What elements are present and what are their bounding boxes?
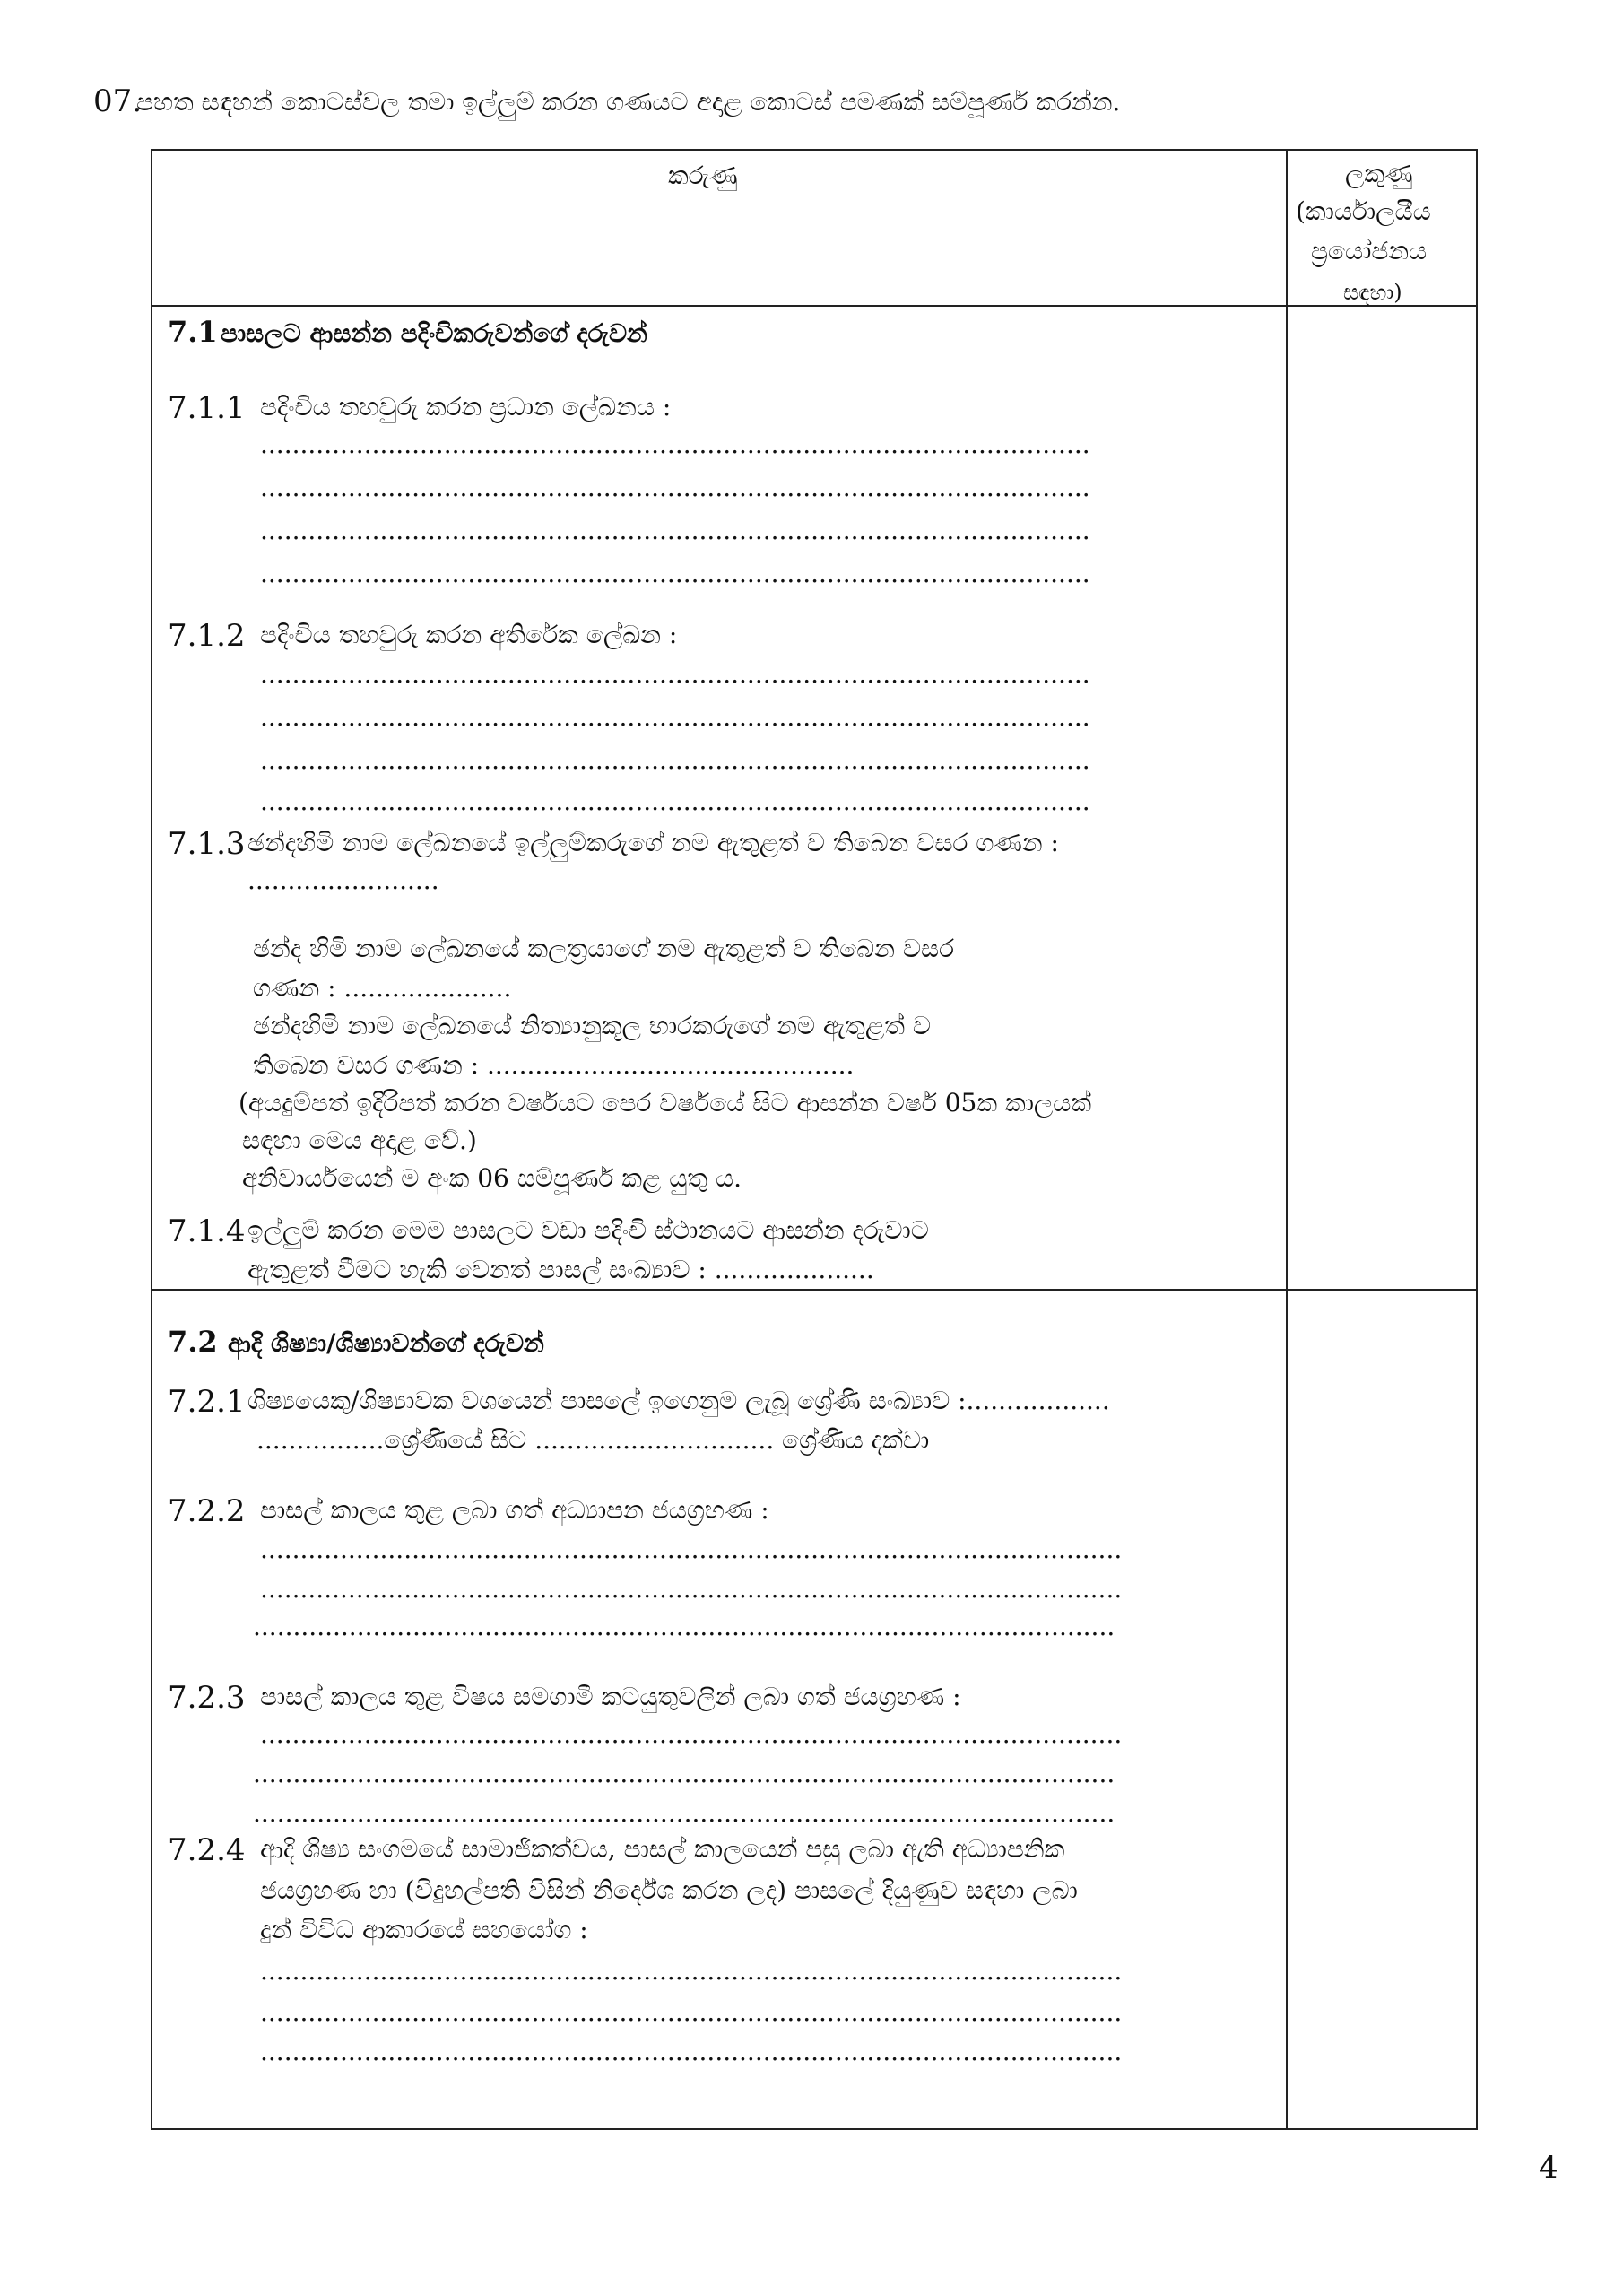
item-7-1-3-note3: අනිවාර්යයෙන් ම අංක 06 සම්පූර්ණ කළ යුතු ය. xyxy=(242,1163,742,1193)
blank-line[interactable]: ........................................................................................................ xyxy=(260,745,1090,775)
item-7-1-3-note2: සඳහා මෙය අදාළ වේ.) xyxy=(242,1126,477,1155)
item-7-1-2-number: 7.1.2 xyxy=(168,618,246,654)
header-office-use-2: ප්‍රයෝජනය xyxy=(1311,236,1428,265)
section-7-2-number: 7.2 xyxy=(168,1325,218,1359)
item-7-1-4-line1: ඉල්ලුම් කරන මෙම පාසලට වඩා පදිංචි ස්ථානයට ආසන්න දරුවාට xyxy=(247,1215,929,1245)
blank-line[interactable]: ........................................................................................................ xyxy=(260,473,1090,502)
item-7-2-3-number: 7.2.3 xyxy=(168,1680,246,1716)
item-7-1-3-line1: ඡන්දහිමි නාම ලේඛනයේ ඉල්ලුම්කරුගේ නම ඇතුළත් ව තිබෙන වසර ගණන : xyxy=(247,828,1059,857)
header-office-use-3: සඳහා) xyxy=(1343,280,1402,305)
blank-line[interactable]: ........................................................................................................ xyxy=(260,559,1090,588)
blank-line[interactable]: ............................................................................................................ xyxy=(253,1612,1115,1641)
table-border-right xyxy=(1476,149,1478,2130)
header-marks: ලකුණු xyxy=(1345,159,1413,188)
question-number: 07. xyxy=(93,83,143,119)
blank-line[interactable]: ........................................................................................................ xyxy=(260,430,1090,459)
item-7-2-1-number: 7.2.1 xyxy=(168,1384,246,1420)
blank-line[interactable]: ........................ xyxy=(247,865,439,895)
header-facts: කරුණු xyxy=(668,161,738,190)
section-divider xyxy=(151,1289,1478,1291)
header-office-use-1: (කාර්යාලයීය xyxy=(1296,196,1431,226)
blank-line[interactable]: ............................................................................................................ xyxy=(260,2037,1123,2066)
item-7-2-4-line3: දුන් විවිධ ආකාරයේ සහයෝග : xyxy=(260,1915,588,1944)
item-7-1-4-number: 7.1.4 xyxy=(168,1213,246,1249)
item-7-1-2-label: පදිංචිය තහවුරු කරන අතිරේක ලේඛන : xyxy=(260,620,678,649)
blank-line[interactable]: ............................................................................................................ xyxy=(253,1759,1115,1788)
table-border-bottom xyxy=(151,2128,1478,2130)
item-7-2-2-label: පාසල් කාලය තුළ ලබා ගත් අධ්‍යාපන ජයග්‍රහණ : xyxy=(260,1495,769,1525)
table-border-left xyxy=(151,149,152,2130)
blank-line[interactable]: ........................................................................................................ xyxy=(260,516,1090,545)
item-7-2-4-number: 7.2.4 xyxy=(168,1832,246,1868)
blank-line[interactable]: ........................................................................................................ xyxy=(260,787,1090,816)
item-7-2-2-number: 7.2.2 xyxy=(168,1493,246,1529)
item-7-1-3-number: 7.1.3 xyxy=(168,826,246,862)
item-7-1-1-number: 7.1.1 xyxy=(168,390,246,426)
blank-line[interactable]: ............................................................................................................ xyxy=(260,1956,1123,1986)
column-divider xyxy=(1286,149,1288,2130)
blank-line[interactable]: ............................................................................................................ xyxy=(260,1535,1123,1564)
item-7-2-4-line1: ආදි ශිෂ්‍ය සංගමයේ සාමාජිකත්වය, පාසල් කාලයෙන් පසු ලබා ඇති අධ්‍යාපනික xyxy=(260,1834,1065,1864)
blank-line[interactable]: ............................................................................................................ xyxy=(253,1798,1115,1828)
item-7-1-1-label: පදිංචිය තහවුරු කරන ප්‍රධාන ලේඛනය : xyxy=(260,392,672,422)
question-text: පහත සඳහන් කොටස්වල තමා ඉල්ලුම් කරන ගණයට අදාළ කොටස් පමණක් සම්පූර්ණ කරන්න. xyxy=(136,87,1121,117)
item-7-2-1-line2: ................ශ්‍රේණියේ සිට .............................. ශ්‍රේණිය දක්වා xyxy=(256,1425,930,1455)
page-number: 4 xyxy=(1539,2150,1558,2186)
blank-line[interactable]: ............................................................................................................ xyxy=(260,1574,1123,1604)
item-7-1-4-line2: ඇතුළත් වීමට හැකි වෙනත් පාසල් සංඛ්‍යාව : .................... xyxy=(247,1255,874,1284)
blank-line[interactable]: ............................................................................................................ xyxy=(260,1719,1123,1749)
item-7-2-4-line2: ජයග්‍රහණ හා (විදුහල්පති විසින් නිර්දේශ කරන ලද) පාසලේ දියුණුව සඳහා ලබා xyxy=(260,1875,1078,1905)
item-7-1-3-note1: (අයදුම්පත් ඉදිරිපත් කරන වර්ෂයට පෙර වර්ෂයේ සිට ආසන්න වර්ෂ 05ක කාලයක් xyxy=(239,1088,1092,1118)
section-7-1-title: පාසලට ආසන්න පදිංචිකරුවන්ගේ දරුවන් xyxy=(221,318,647,348)
item-7-2-1-line1: ශිෂ්‍යයෙකු/ශිෂ්‍යාවක වශයෙන් පාසලේ ඉගෙනුම ලැබූ ශ්‍රේණි සංඛ්‍යාව :.................. xyxy=(247,1386,1110,1415)
blank-line[interactable]: ............................................................................................................ xyxy=(260,1997,1123,2027)
table-border-top xyxy=(151,149,1478,151)
header-divider xyxy=(151,305,1478,307)
blank-line[interactable]: ........................................................................................................ xyxy=(260,659,1090,689)
section-7-2-title: ආදි ශිෂ්‍යා/ශිෂ්‍යාවන්ගේ දරුවන් xyxy=(228,1328,544,1358)
section-7-1-number: 7.1 xyxy=(168,315,218,349)
blank-line[interactable]: ........................................................................................................ xyxy=(260,702,1090,732)
item-7-1-3-line6: තිබෙන වසර ගණන : .............................................. xyxy=(253,1050,855,1080)
item-7-2-3-label: පාසල් කාලය තුළ විෂය සමගාමී කටයුතුවලින් ලබා ගත් ජයග්‍රහණ : xyxy=(260,1682,961,1711)
item-7-1-3-line4: ගණන : ..................... xyxy=(253,973,512,1003)
item-7-1-3-line5: ඡන්දහිමි නාම ලේඛනයේ නිත්‍යානුකූල භාරකරුගේ නම ඇතුළත් ව xyxy=(253,1011,932,1040)
item-7-1-3-line3: ඡන්ද හිමි නාම ලේඛනයේ කලත්‍රයාගේ නම ඇතුළත් ව තිබෙන වසර xyxy=(253,934,955,963)
